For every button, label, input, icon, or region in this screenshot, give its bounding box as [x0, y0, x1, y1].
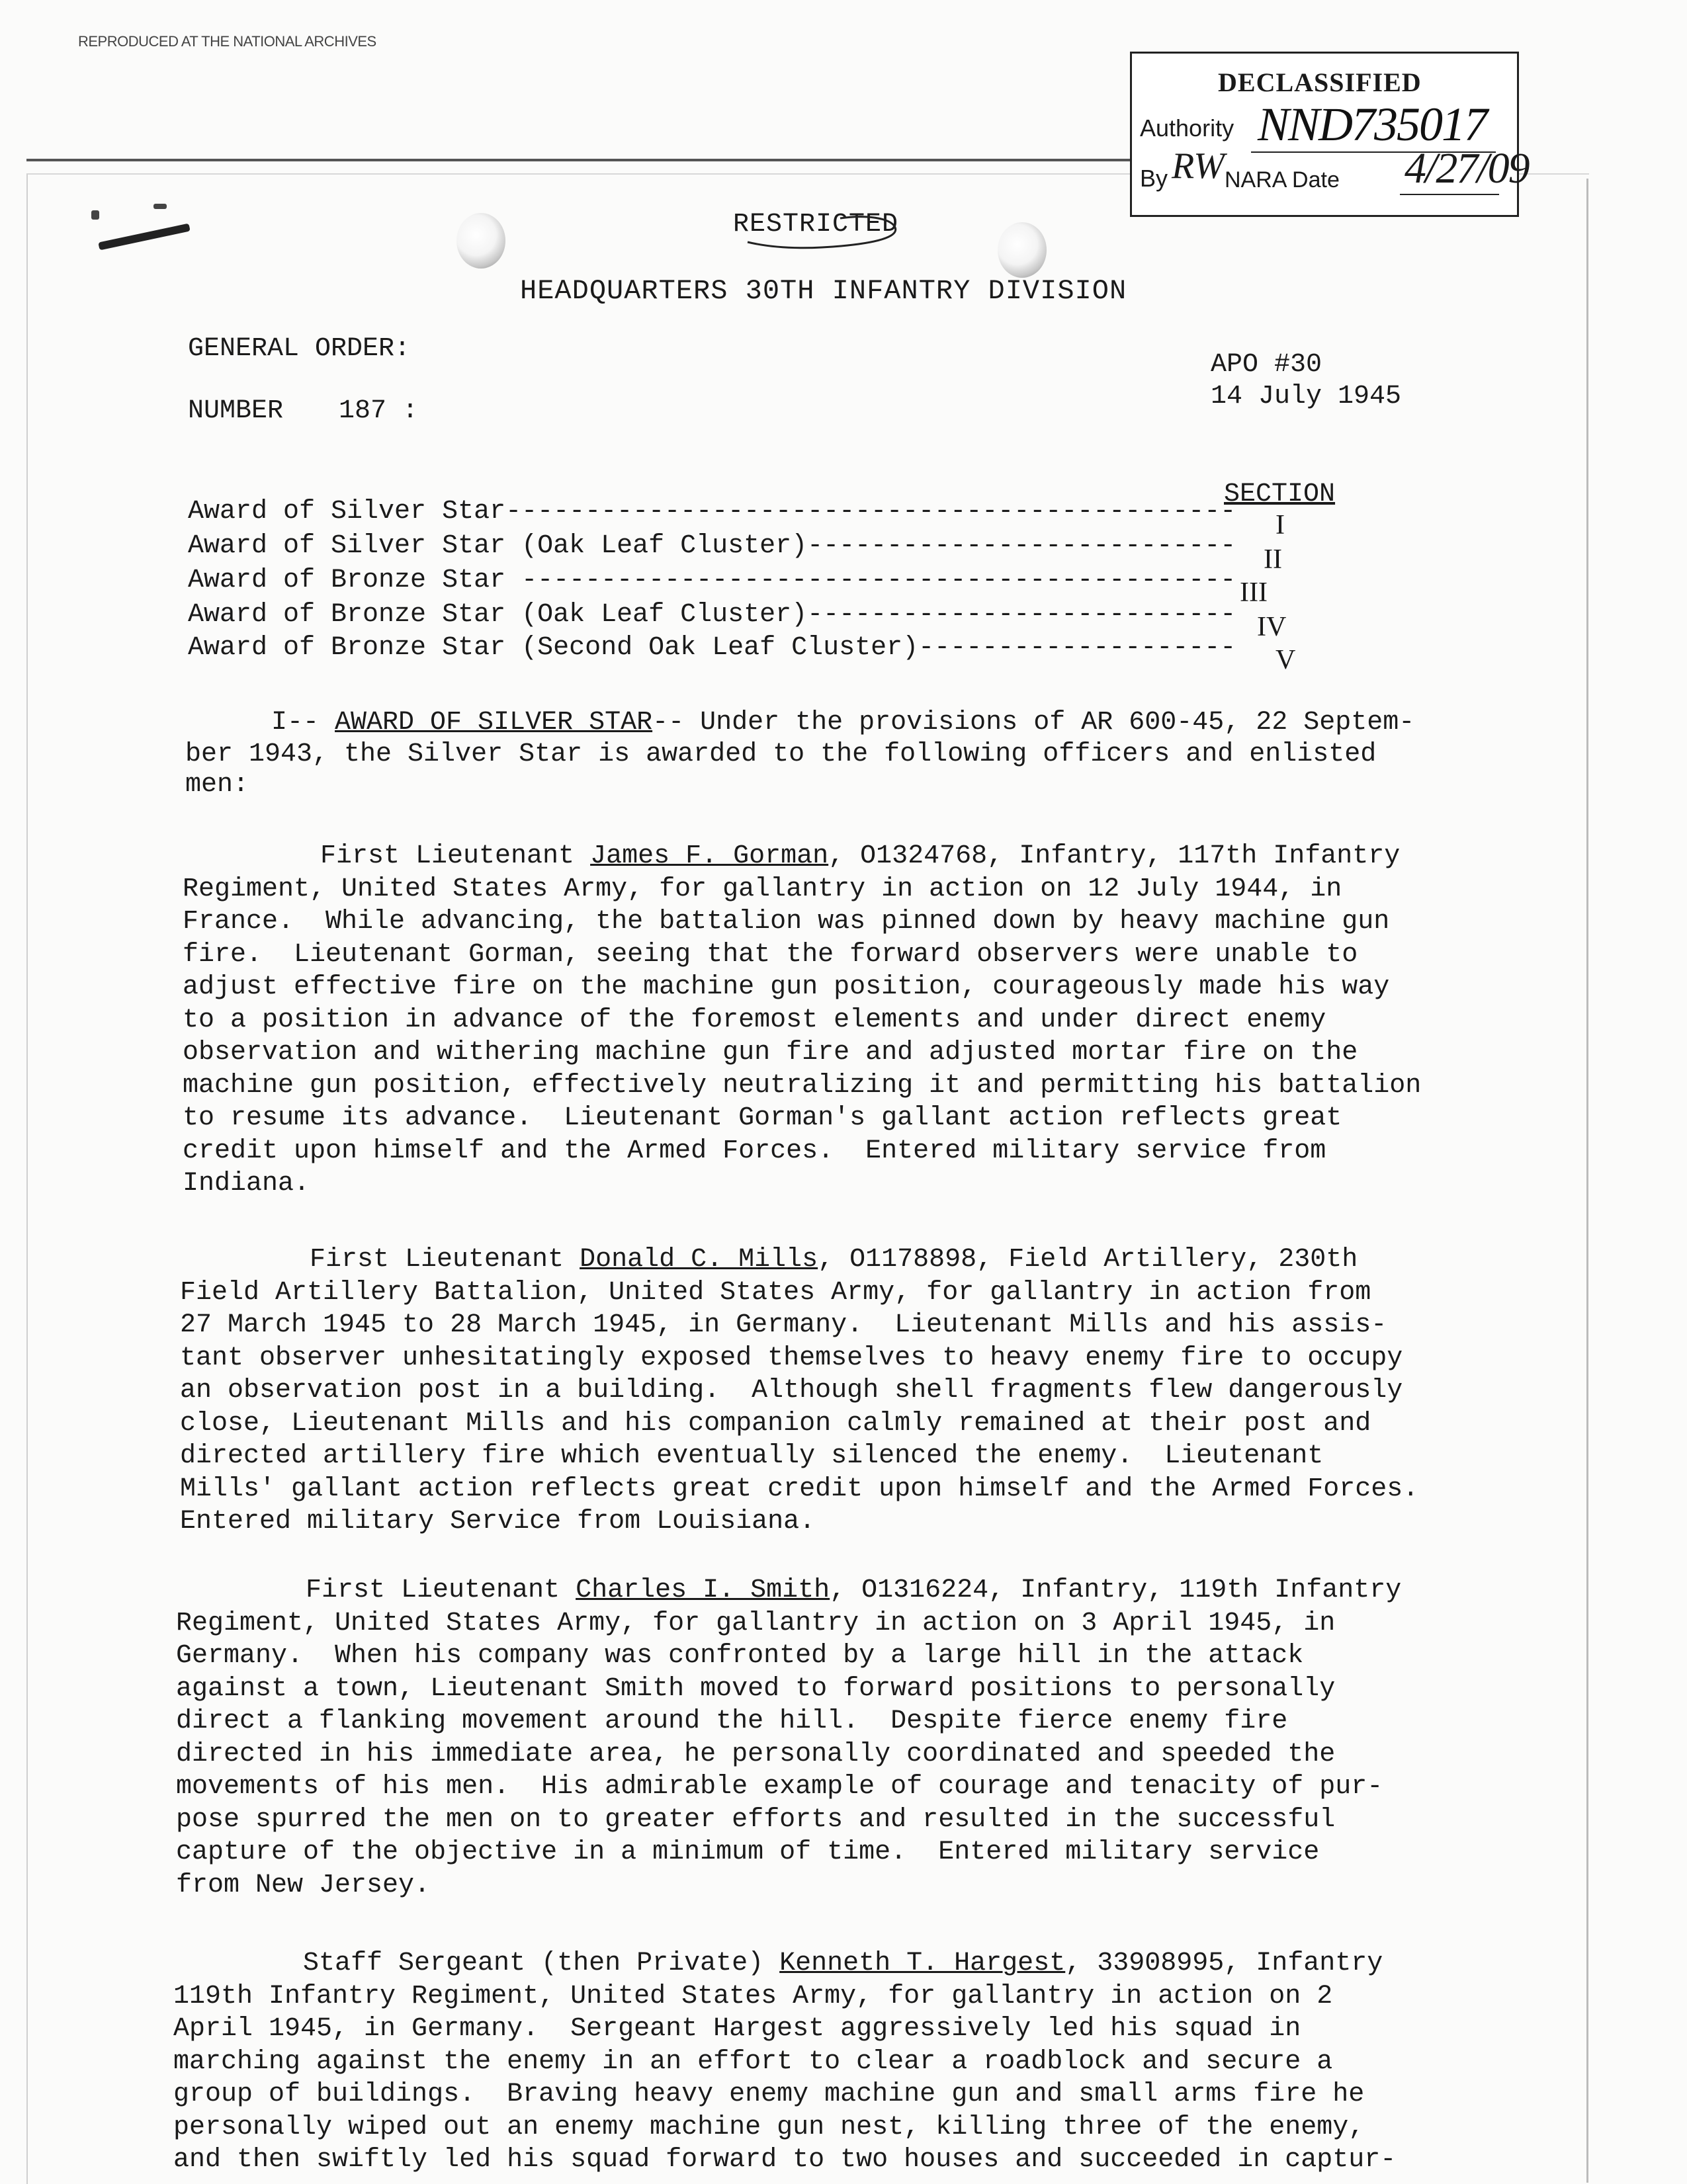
- number-value: 187 :: [339, 396, 419, 426]
- citation-line: personally wiped out an enemy machine gun nest, killing three of the enemy,: [173, 2112, 1365, 2142]
- citation-line: Indiana.: [183, 1169, 310, 1198]
- archives-stamp: REPRODUCED AT THE NATIONAL ARCHIVES: [78, 33, 376, 50]
- paper-right-edge: [1586, 179, 1588, 2183]
- section-heading: AWARD OF SILVER STAR: [335, 708, 653, 737]
- ink-speck: [91, 210, 99, 220]
- date-underline: [1400, 194, 1499, 195]
- citation-line: credit upon himself and the Armed Forces. Entered military service from: [183, 1136, 1326, 1166]
- citation-line: group of buildings. Braving heavy enemy machine gun and small arms fire he: [173, 2079, 1365, 2109]
- citation-line: April 1945, in Germany. Sergeant Hargest aggressively led his squad in: [173, 2014, 1301, 2044]
- toc-item-label: Award of Bronze Star (Oak Leaf Cluster)---------------------------: [188, 600, 1236, 630]
- awardee-name: James F. Gorman: [590, 841, 829, 871]
- citation-line: adjust effective fire on the machine gun position, courageously made his way: [183, 972, 1390, 1002]
- citation-line: Mills' gallant action reflects great credit upon himself and the Armed Forces.: [180, 1474, 1419, 1504]
- scan-top-edge: [26, 159, 1164, 161]
- section-number: I--: [271, 708, 335, 737]
- citation-first-line: First Lieutenant Charles I. Smith, O1316224, Infantry, 119th Infantry: [306, 1575, 1402, 1605]
- toc-item-section: IV: [1257, 612, 1287, 642]
- citation-line: Regiment, United States Army, for gallantry in action on 12 July 1944, in: [183, 874, 1342, 904]
- citation-line: tant observer unhesitatingly exposed themselves to heavy enemy fire to occupy: [180, 1343, 1403, 1373]
- citation-line: directed artillery fire which eventually silenced the enemy. Lieutenant: [180, 1441, 1324, 1471]
- citation-line: Entered military Service from Louisiana.: [180, 1507, 816, 1536]
- citation-line: direct a flanking movement around the hill. Despite fierce enemy fire: [176, 1706, 1288, 1736]
- citation-line: observation and withering machine gun fire and adjusted mortar fire on the: [183, 1038, 1358, 1068]
- citation-line: movements of his men. His admirable example of courage and tenacity of pur-: [176, 1772, 1383, 1802]
- awardee-name: Kenneth T. Hargest: [779, 1949, 1066, 1978]
- number-label: NUMBER: [188, 396, 284, 426]
- ink-speck: [153, 204, 167, 209]
- restricted-scribble: [741, 209, 906, 255]
- citation-line: an observation post in a building. Although shell fragments flew dangerously: [180, 1376, 1403, 1406]
- by-value: RW: [1172, 146, 1225, 187]
- citation-line: pose spurred the men on to greater efforts and resulted in the successful: [176, 1804, 1336, 1835]
- by-label: By: [1140, 165, 1168, 192]
- citation-line: 27 March 1945 to 28 March 1945, in Germany. Lieutenant Mills and his assis-: [180, 1310, 1387, 1340]
- declassified-title: DECLASSIFIED: [1218, 67, 1422, 97]
- section-intro-line: [271, 706, 1414, 739]
- authority-value: NND735017: [1258, 98, 1487, 151]
- citation-line: Field Artillery Battalion, United States Army, for gallantry in action from: [180, 1277, 1371, 1308]
- citation-line: to resume its advance. Lieutenant Gorman's gallant action reflects great: [183, 1103, 1342, 1133]
- citation-line: machine gun position, effectively neutralizing it and permitting his battalion: [183, 1070, 1422, 1101]
- citation-first-line: Staff Sergeant (then Private) Kenneth T. Hargest, 33908995, Infantry: [303, 1949, 1383, 1978]
- citation-line: Germany. When his company was confronted by a large hill in the attack: [176, 1641, 1304, 1671]
- order-date: 14 July 1945: [1211, 382, 1402, 411]
- toc-item-section: V: [1276, 645, 1296, 675]
- nara-date-label: NARA Date: [1225, 167, 1340, 192]
- awardee-name: Donald C. Mills: [580, 1245, 818, 1275]
- toc-item-section: III: [1240, 577, 1268, 608]
- citation-line: Regiment, United States Army, for gallantry in action on 3 April 1945, in: [176, 1608, 1336, 1638]
- toc-section-heading: SECTION: [1224, 480, 1336, 509]
- awardee-name: Charles I. Smith: [576, 1575, 830, 1605]
- toc-item-label: Award of Bronze Star (Second Oak Leaf Cluster)--------------------: [188, 633, 1236, 663]
- toc-item-label: Award of Silver Star----------------------------------------------: [188, 497, 1236, 526]
- authority-label: Authority: [1140, 114, 1234, 142]
- toc-item-section: II: [1264, 544, 1282, 575]
- declassified-stamp: [1130, 52, 1529, 217]
- date-value: 4/27/09: [1405, 144, 1529, 192]
- general-order-label: GENERAL ORDER:: [188, 334, 411, 364]
- restricted-label: RESTRICTED: [733, 210, 899, 239]
- citation-line: against a town, Lieutenant Smith moved to forward positions to personally: [176, 1673, 1336, 1704]
- citation-first-line: First Lieutenant Donald C. Mills, O1178898, Field Artillery, 230th: [310, 1245, 1358, 1275]
- toc-item-label: Award of Bronze Star ---------------------------------------------: [188, 566, 1236, 595]
- section-intro-text: -- Under the provisions of AR 600-45, 22 Septem-: [652, 708, 1415, 737]
- toc-item-section: I: [1276, 510, 1285, 540]
- citation-line: fire. Lieutenant Gorman, seeing that the forward observers were unable to: [183, 939, 1358, 970]
- section-intro-line: men:: [185, 770, 249, 800]
- citation-line: 119th Infantry Regiment, United States Army, for gallantry in action on 2: [173, 1981, 1333, 2011]
- punch-hole-left: [456, 213, 505, 269]
- punch-hole-right: [998, 222, 1047, 278]
- document-title: HEADQUARTERS 30TH INFANTRY DIVISION: [520, 275, 1127, 307]
- toc-item-label: Award of Silver Star (Oak Leaf Cluster)---------------------------: [188, 531, 1236, 561]
- citation-line: France. While advancing, the battalion was pinned down by heavy machine gun: [183, 907, 1390, 937]
- apo-number: APO #30: [1211, 350, 1322, 380]
- citation-first-line: First Lieutenant James F. Gorman, O1324768, Infantry, 117th Infantry: [320, 841, 1401, 871]
- citation-line: capture of the objective in a minimum of time. Entered military service: [176, 1837, 1320, 1867]
- section-intro-line: ber 1943, the Silver Star is awarded to the following officers and enlisted: [185, 739, 1377, 769]
- citation-line: from New Jersey.: [176, 1870, 431, 1900]
- citation-line: and then swiftly led his squad forward to two houses and succeeded in captur-: [173, 2145, 1397, 2175]
- citation-line: close, Lieutenant Mills and his companion calmly remained at their post and: [180, 1408, 1371, 1439]
- citation-line: directed in his immediate area, he personally coordinated and speeded the: [176, 1739, 1336, 1769]
- citation-line: marching against the enemy in an effort to clear a roadblock and secure a: [173, 2046, 1333, 2077]
- citation-line: to a position in advance of the foremost elements and under direct enemy: [183, 1005, 1326, 1035]
